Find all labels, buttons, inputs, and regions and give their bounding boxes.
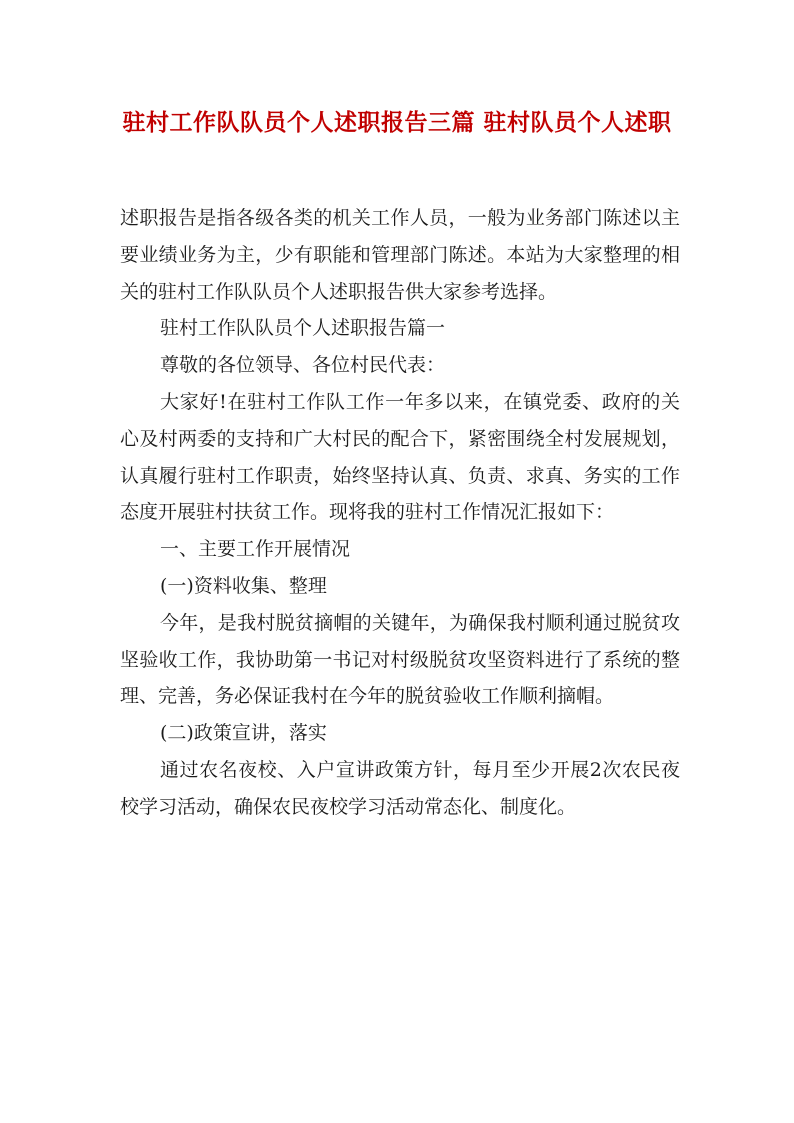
- section-heading: 驻村工作队队员个人述职报告篇一: [160, 317, 446, 340]
- item-heading: (一)资料收集、整理: [160, 574, 327, 597]
- subsection-heading: 一、主要工作开展情况: [160, 538, 351, 561]
- salutation: 尊敬的各位领导、各位村民代表：: [160, 354, 446, 377]
- document-body: [120, 200, 680, 826]
- item-heading: (二)政策宣讲，落实: [160, 722, 327, 745]
- document-title: 驻村工作队队员个人述职报告三篇 驻村队员个人述职: [122, 109, 672, 136]
- body-paragraph: 大家好!在驻村工作队工作一年多以来，在镇党委、政府的关心及村两委的支持和广大村民的配合下，紧密围绕全村发展规划，认真履行驻村工作职责，始终坚持认真、负责、求真、务实的工作态度开展驻村扶贫工作。现将我的驻村工作情况汇报如下：: [120, 390, 680, 524]
- body-paragraph: 今年，是我村脱贫摘帽的关键年，为确保我村顺利通过脱贫攻坚验收工作，我协助第一书记对村级脱贫攻坚资料进行了系统的整理、完善，务必保证我村在今年的脱贫验收工作顺利摘帽。: [120, 611, 680, 708]
- intro-paragraph: 述职报告是指各级各类的机关工作人员，一般为业务部门陈述以主要业绩业务为主，少有职能和管理部门陈述。本站为大家整理的相关的驻村工作队队员个人述职报告供大家参考选择。: [120, 207, 680, 303]
- body-paragraph: 通过农名夜校、入户宣讲政策方针，每月至少开展2次农民夜校学习活动，确保农民夜校学习活动常态化、制度化。: [120, 758, 680, 818]
